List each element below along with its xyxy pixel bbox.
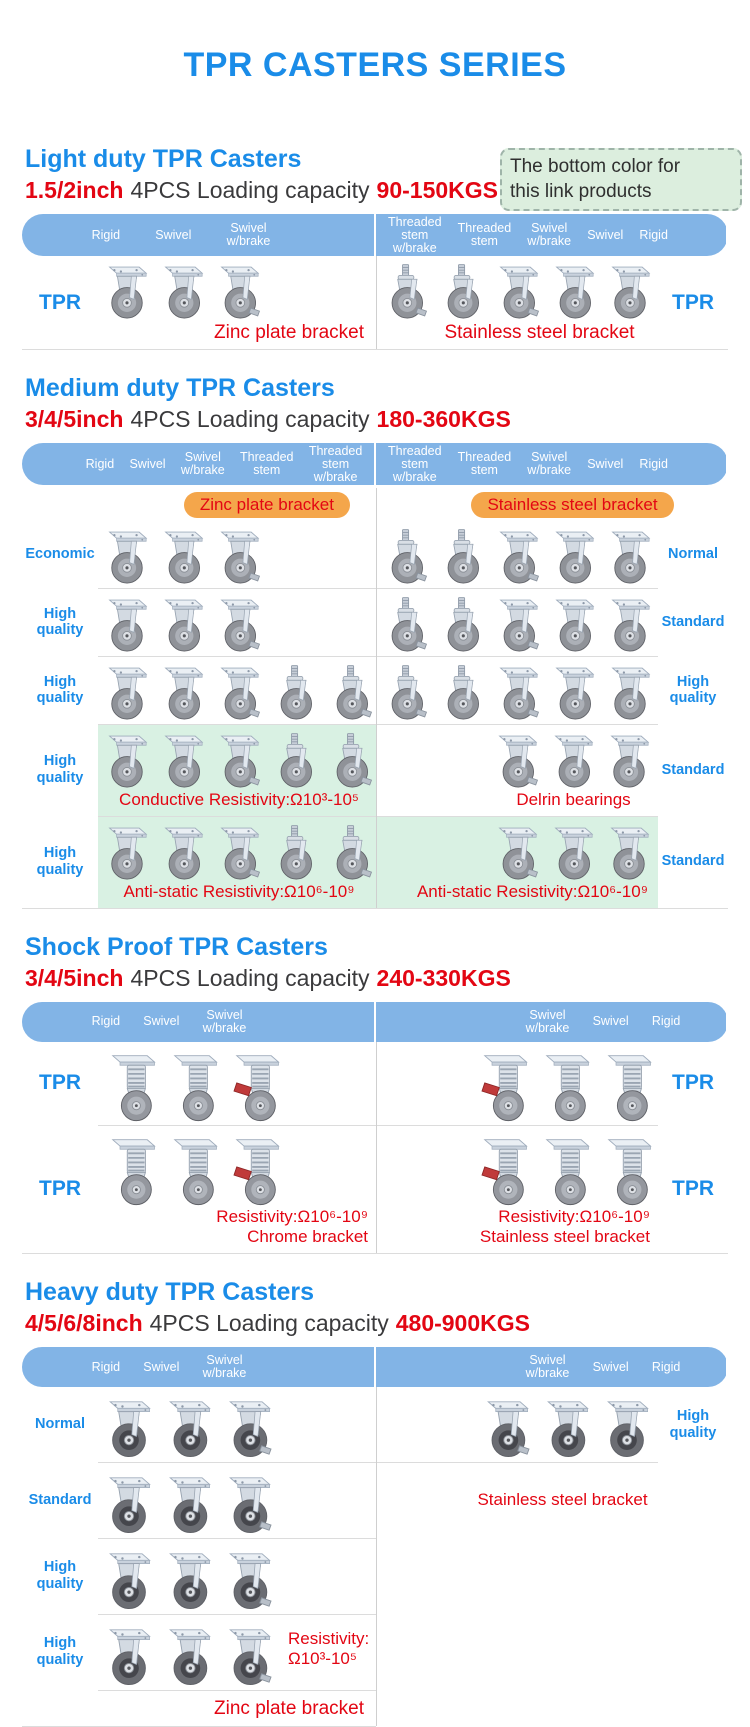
column-header: Swivel w/brake (226, 221, 271, 248)
caster-swivel-icon (156, 596, 210, 653)
row-label: High quality (36, 605, 84, 639)
capacity-label: 4PCS Loading capacity (130, 406, 370, 433)
bracket-badge-right: Stainless steel bracket (471, 492, 673, 518)
section-heading: Shock Proof TPR Casters (25, 932, 328, 961)
caster-threaded-stem-brake-icon (324, 664, 378, 721)
row-label-empty (658, 1538, 728, 1614)
table-row (22, 1614, 728, 1690)
caster-heavy-swivel-icon (160, 1625, 218, 1687)
row-caption: Resistivity:Ω10⁶-10⁹ Chrome bracket (216, 1206, 368, 1247)
caster-rigid-icon (603, 528, 657, 585)
column-header: Swivel w/brake (180, 450, 225, 478)
row-right-content (377, 1462, 658, 1538)
caster-heavy-swivel-brake-icon (220, 1625, 278, 1687)
row-right-content (377, 656, 658, 724)
section-medium-duty (0, 374, 750, 908)
row-right-content (377, 1042, 658, 1125)
caster-rigid-icon (602, 824, 656, 881)
capacity-value: 240-330KGS (376, 964, 511, 991)
table-row (22, 656, 728, 724)
row-label: High quality (669, 1407, 717, 1441)
row-left-content (98, 1614, 376, 1690)
column-header: Swivel (592, 1014, 629, 1029)
capacity-label: 4PCS Loading capacity (149, 1310, 389, 1337)
row-label: Standard (661, 853, 725, 870)
row-left-content (98, 1125, 376, 1253)
caster-shock-proof-icon (100, 1053, 160, 1122)
size-range: 1.5/2inch (25, 177, 124, 203)
row-caption: Stainless steel bracket (444, 322, 635, 343)
column-header: Swivel w/brake (527, 221, 572, 248)
bracket-badges-row (22, 488, 728, 521)
table-body (22, 1042, 728, 1253)
caster-swivel-icon (547, 263, 601, 320)
caster-heavy-swivel-icon (160, 1549, 218, 1611)
caster-heavy-rigid-icon (100, 1625, 158, 1687)
caster-shock-proof-icon (162, 1137, 222, 1206)
caster-threaded-stem-icon (435, 596, 489, 653)
caster-swivel-icon (156, 824, 210, 881)
row-right-content (377, 1538, 658, 1614)
row-caption: Delrin bearings (516, 790, 631, 810)
caster-swivel-brake-icon (491, 664, 545, 721)
caster-swivel-icon (547, 664, 601, 721)
caster-heavy-rigid-icon (598, 1397, 656, 1459)
column-header: Threaded stem w/brake (388, 214, 442, 255)
column-header-bar (22, 1347, 728, 1387)
caster-heavy-swivel-brake-icon (220, 1473, 278, 1535)
column-header: Swivel w/brake (525, 1353, 570, 1381)
caster-heavy-swivel-brake-icon (220, 1397, 278, 1459)
caster-table (22, 1347, 728, 1727)
caster-threaded-stem-brake-icon (379, 664, 433, 721)
row-label: High quality (36, 673, 84, 707)
column-header: Swivel w/brake (525, 1007, 570, 1035)
resistivity-note: Resistivity: Ω10³-10⁵ (288, 1629, 370, 1669)
row-label: Standard (28, 1491, 92, 1508)
caster-swivel-brake-icon (212, 732, 266, 789)
row-label: TPR (39, 1176, 81, 1200)
table-row (22, 588, 728, 656)
caster-shock-proof-brake-icon (224, 1053, 284, 1122)
caster-heavy-swivel-icon (160, 1397, 218, 1459)
row-right-content (377, 1387, 658, 1462)
column-header: Rigid (91, 1359, 121, 1374)
column-header: Swivel (143, 1359, 180, 1374)
caster-swivel-icon (156, 528, 210, 585)
section-heavy-duty (0, 1278, 750, 1727)
column-header: Threaded stem (240, 450, 294, 478)
row-label: Economic (25, 546, 95, 563)
caster-swivel-brake-icon (212, 528, 266, 585)
caster-swivel-icon (156, 263, 210, 320)
row-label-empty (658, 1690, 728, 1726)
column-header: Rigid (651, 1359, 681, 1374)
column-header: Rigid (651, 1014, 681, 1029)
table-body (22, 1387, 728, 1726)
caster-shock-proof-brake-icon (472, 1053, 532, 1122)
caster-rigid-icon (603, 263, 657, 320)
table-row (22, 1690, 728, 1726)
table-row (22, 1462, 728, 1538)
column-header: Swivel w/brake (202, 1353, 247, 1381)
column-header: Swivel (143, 1014, 180, 1029)
bracket-badge-left: Zinc plate bracket (184, 492, 350, 518)
row-right-content (377, 1125, 658, 1253)
row-label: TPR (39, 290, 81, 314)
caster-heavy-swivel-icon (538, 1397, 596, 1459)
catalog-page (0, 46, 750, 1727)
row-caption: Conductive Resistivity:Ω10³-10⁵ (119, 790, 359, 810)
caster-swivel-icon (547, 596, 601, 653)
row-caption: Zinc plate bracket (214, 1698, 364, 1720)
section-shock-duty (0, 933, 750, 1254)
section-heading: Medium duty TPR Casters (25, 374, 335, 403)
row-label: High quality (36, 753, 84, 787)
page-title: TPR CASTERS SERIES (183, 46, 567, 84)
caster-heavy-swivel-brake-icon (220, 1549, 278, 1611)
note-line-1: The bottom color for (510, 156, 681, 177)
row-label-empty (658, 1462, 728, 1538)
caster-table (22, 443, 728, 908)
column-header: Swivel w/brake (202, 1007, 247, 1035)
column-header-bar (22, 214, 728, 256)
caster-swivel-icon (546, 732, 600, 789)
caster-swivel-brake-icon (490, 732, 544, 789)
row-right-content (377, 816, 658, 908)
caster-threaded-stem-brake-icon (379, 528, 433, 585)
caster-rigid-icon (100, 824, 154, 881)
column-header: Swivel (155, 227, 192, 242)
column-header: Threaded stem (457, 450, 512, 478)
caster-shock-proof-icon (100, 1137, 160, 1206)
caster-swivel-brake-icon (490, 824, 544, 881)
row-label: TPR (672, 1176, 714, 1200)
caster-threaded-stem-brake-icon (324, 824, 378, 881)
row-caption: Zinc plate bracket (214, 322, 364, 343)
caster-rigid-icon (100, 664, 154, 721)
caster-swivel-brake-icon (212, 596, 266, 653)
column-header: Swivel w/brake (527, 450, 572, 478)
caster-swivel-brake-icon (491, 596, 545, 653)
section-subtitle (25, 965, 750, 992)
row-label: Normal (35, 1416, 85, 1433)
caster-rigid-icon (603, 664, 657, 721)
caster-threaded-stem-brake-icon (379, 263, 433, 320)
caster-shock-proof-icon (534, 1137, 594, 1206)
section-heading: Heavy duty TPR Casters (25, 1278, 315, 1307)
row-left-content (98, 816, 376, 908)
row-left-content (98, 588, 376, 656)
table-row (22, 1042, 728, 1125)
caster-threaded-stem-icon (435, 664, 489, 721)
row-left-content (98, 724, 376, 816)
table-row (22, 1387, 728, 1462)
caster-swivel-icon (156, 732, 210, 789)
table-body (22, 256, 728, 349)
row-caption: Anti-static Resistivity:Ω10⁶-10⁹ (416, 881, 648, 901)
row-label: High quality (36, 1635, 84, 1669)
caster-swivel-brake-icon (212, 824, 266, 881)
caster-shock-proof-brake-icon (472, 1137, 532, 1206)
caster-rigid-icon (100, 528, 154, 585)
column-header: Threaded stem w/brake (388, 443, 442, 484)
caster-rigid-icon (100, 263, 154, 320)
capacity-value: 480-900KGS (395, 1310, 530, 1337)
row-label: High quality (669, 673, 717, 707)
caster-swivel-icon (156, 664, 210, 721)
caster-threaded-stem-icon (268, 824, 322, 881)
table-row (22, 724, 728, 816)
row-label: TPR (39, 1071, 81, 1095)
row-label: TPR (672, 290, 714, 314)
row-left-content (98, 1690, 376, 1726)
row-right-content (377, 521, 658, 588)
column-header: Swivel (587, 456, 624, 471)
row-caption: Resistivity:Ω10⁶-10⁹ Stainless steel bracket (479, 1206, 650, 1247)
row-right-content (377, 588, 658, 656)
sections-container (0, 145, 750, 1727)
table-row (22, 521, 728, 588)
caster-shock-proof-brake-icon (224, 1137, 284, 1206)
column-header-bar (22, 443, 728, 485)
column-header: Rigid (639, 227, 668, 242)
note-box (500, 148, 742, 211)
caster-table (22, 1002, 728, 1254)
table-body (22, 521, 728, 907)
row-label: Standard (661, 761, 725, 778)
table-row (22, 816, 728, 908)
caster-rigid-icon (100, 596, 154, 653)
row-label: TPR (672, 1071, 714, 1095)
caster-threaded-stem-icon (435, 263, 489, 320)
caster-rigid-icon (100, 732, 154, 789)
capacity-label: 4PCS Loading capacity (130, 177, 370, 203)
caster-swivel-icon (546, 824, 600, 881)
caster-heavy-rigid-icon (100, 1473, 158, 1535)
caster-threaded-stem-icon (268, 664, 322, 721)
row-left-content (98, 256, 376, 349)
capacity-value: 90-150KGS (376, 177, 499, 203)
caster-shock-proof-icon (596, 1137, 656, 1206)
row-left-content (98, 521, 376, 588)
column-header: Rigid (85, 456, 115, 471)
row-label: High quality (36, 845, 84, 878)
caster-swivel-brake-icon (212, 263, 266, 320)
row-label: Standard (661, 613, 725, 630)
caster-swivel-icon (547, 528, 601, 585)
caster-table (22, 214, 728, 350)
section-heading: Light duty TPR Casters (25, 145, 302, 173)
row-caption: Anti-static Resistivity:Ω10⁶-10⁹ (123, 881, 355, 901)
row-right-content (377, 724, 658, 816)
caster-shock-proof-icon (162, 1053, 222, 1122)
caster-rigid-icon (603, 596, 657, 653)
column-header: Threaded stem (457, 221, 512, 248)
caster-swivel-brake-icon (491, 528, 545, 585)
row-caption: Stainless steel bracket (477, 1490, 648, 1510)
capacity-value: 180-360KGS (376, 406, 511, 433)
caster-threaded-stem-icon (268, 732, 322, 789)
row-label-empty (22, 1690, 98, 1726)
table-row (22, 1125, 728, 1253)
caster-swivel-brake-icon (491, 263, 545, 320)
caster-threaded-stem-icon (435, 528, 489, 585)
caster-heavy-rigid-icon (100, 1549, 158, 1611)
size-range: 3/4/5inch (25, 964, 124, 991)
row-label-empty (658, 1614, 728, 1690)
size-range: 3/4/5inch (25, 406, 124, 433)
column-header: Rigid (91, 227, 121, 242)
row-left-content (98, 656, 376, 724)
caster-rigid-icon (602, 732, 656, 789)
caster-swivel-brake-icon (212, 664, 266, 721)
row-left-content (98, 1538, 376, 1614)
table-row (22, 256, 728, 349)
caster-shock-proof-icon (534, 1053, 594, 1122)
row-right-content (377, 256, 658, 349)
note-line-2: this link products (510, 180, 652, 202)
row-left-content (98, 1462, 376, 1538)
size-range: 4/5/6/8inch (25, 1310, 143, 1337)
row-right-content (377, 1690, 658, 1726)
section-subtitle (25, 406, 750, 433)
column-header: Threaded stem w/brake (308, 443, 363, 484)
row-label: Normal (668, 546, 718, 563)
row-label: High quality (36, 1559, 84, 1593)
caster-heavy-rigid-icon (100, 1397, 158, 1459)
column-header: Rigid (639, 456, 668, 471)
section-subtitle (25, 1310, 750, 1337)
caster-heavy-swivel-brake-icon (478, 1397, 536, 1459)
column-header-bar (22, 1002, 728, 1042)
column-header: Swivel (129, 456, 166, 471)
column-header: Swivel (592, 1359, 629, 1374)
caster-threaded-stem-brake-icon (379, 596, 433, 653)
column-header: Rigid (91, 1014, 121, 1029)
row-left-content (98, 1042, 376, 1125)
column-header: Swivel (587, 227, 624, 242)
caster-threaded-stem-brake-icon (324, 732, 378, 789)
caster-shock-proof-icon (596, 1053, 656, 1122)
row-right-content (377, 1614, 658, 1690)
row-left-content (98, 1387, 376, 1462)
table-row (22, 1538, 728, 1614)
caster-heavy-swivel-icon (160, 1473, 218, 1535)
capacity-label: 4PCS Loading capacity (130, 964, 370, 991)
